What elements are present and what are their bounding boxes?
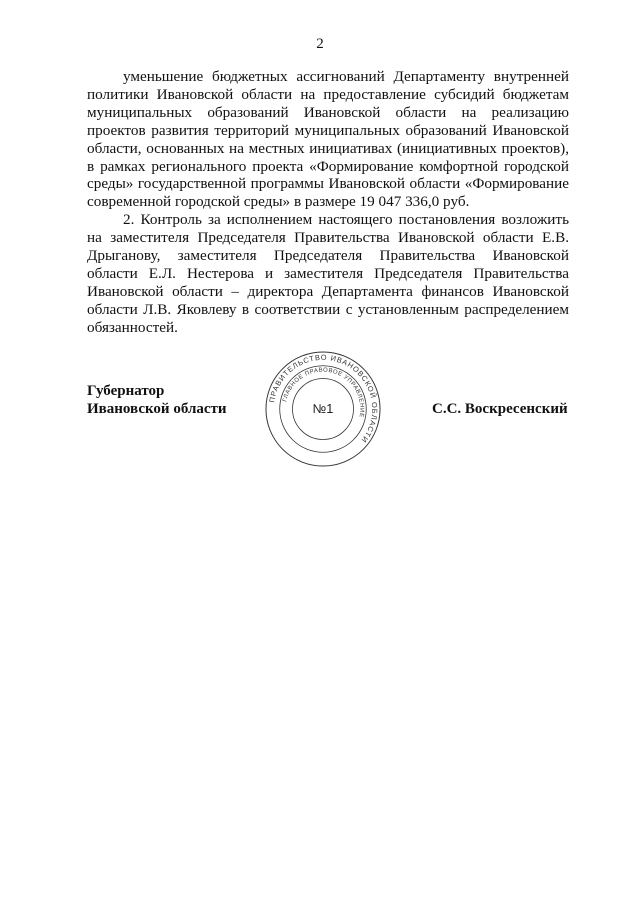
official-seal bbox=[264, 350, 382, 468]
body-paragraph-2: 2. Контроль за исполнением настоящего постановления возложить на заместителя Председателя Правительства Ивановской области Е.В. Дрыганову, заместителя Председателя Правительства Ивановской области Е.Л. Нестерова и заместителя Председателя Правительства Ивановской области – директора Департамента финансов Ивановской области Л.В. Яковлеву в соответствии с установленным распределением обязанностей. bbox=[87, 211, 569, 336]
page-number: 2 bbox=[316, 36, 324, 52]
document-body bbox=[87, 68, 569, 337]
seal-inner-text: ГЛАВНОЕ ПРАВОВОЕ УПРАВЛЕНИЕ bbox=[282, 367, 365, 418]
body-paragraph-1: уменьшение бюджетных ассигнований Департаменту внутренней политики Ивановской области на предоставление субсидий бюджетам муниципальных образований Ивановской области на реализацию проектов развития территорий муниципальных образований Ивановской области, основанных на местных инициативах (инициативных проектов), в рамках регионального проекта «Формирование комфортной городской среды» государственной программы Ивановской области «Формирование современной городской среды» в размере 19 047 336,0 руб. bbox=[87, 68, 569, 211]
signatory-name: С.С. Воскресенский bbox=[432, 401, 568, 417]
signatory-title-line-2: Ивановской области bbox=[87, 401, 227, 417]
seal-number: №1 bbox=[312, 400, 334, 416]
signatory-title bbox=[87, 382, 227, 418]
seal-outer-text: ПРАВИТЕЛЬСТВО ИВАНОВСКОЙ ОБЛАСТИ bbox=[267, 352, 380, 445]
signatory-title-line-1: Губернатор bbox=[87, 383, 165, 399]
